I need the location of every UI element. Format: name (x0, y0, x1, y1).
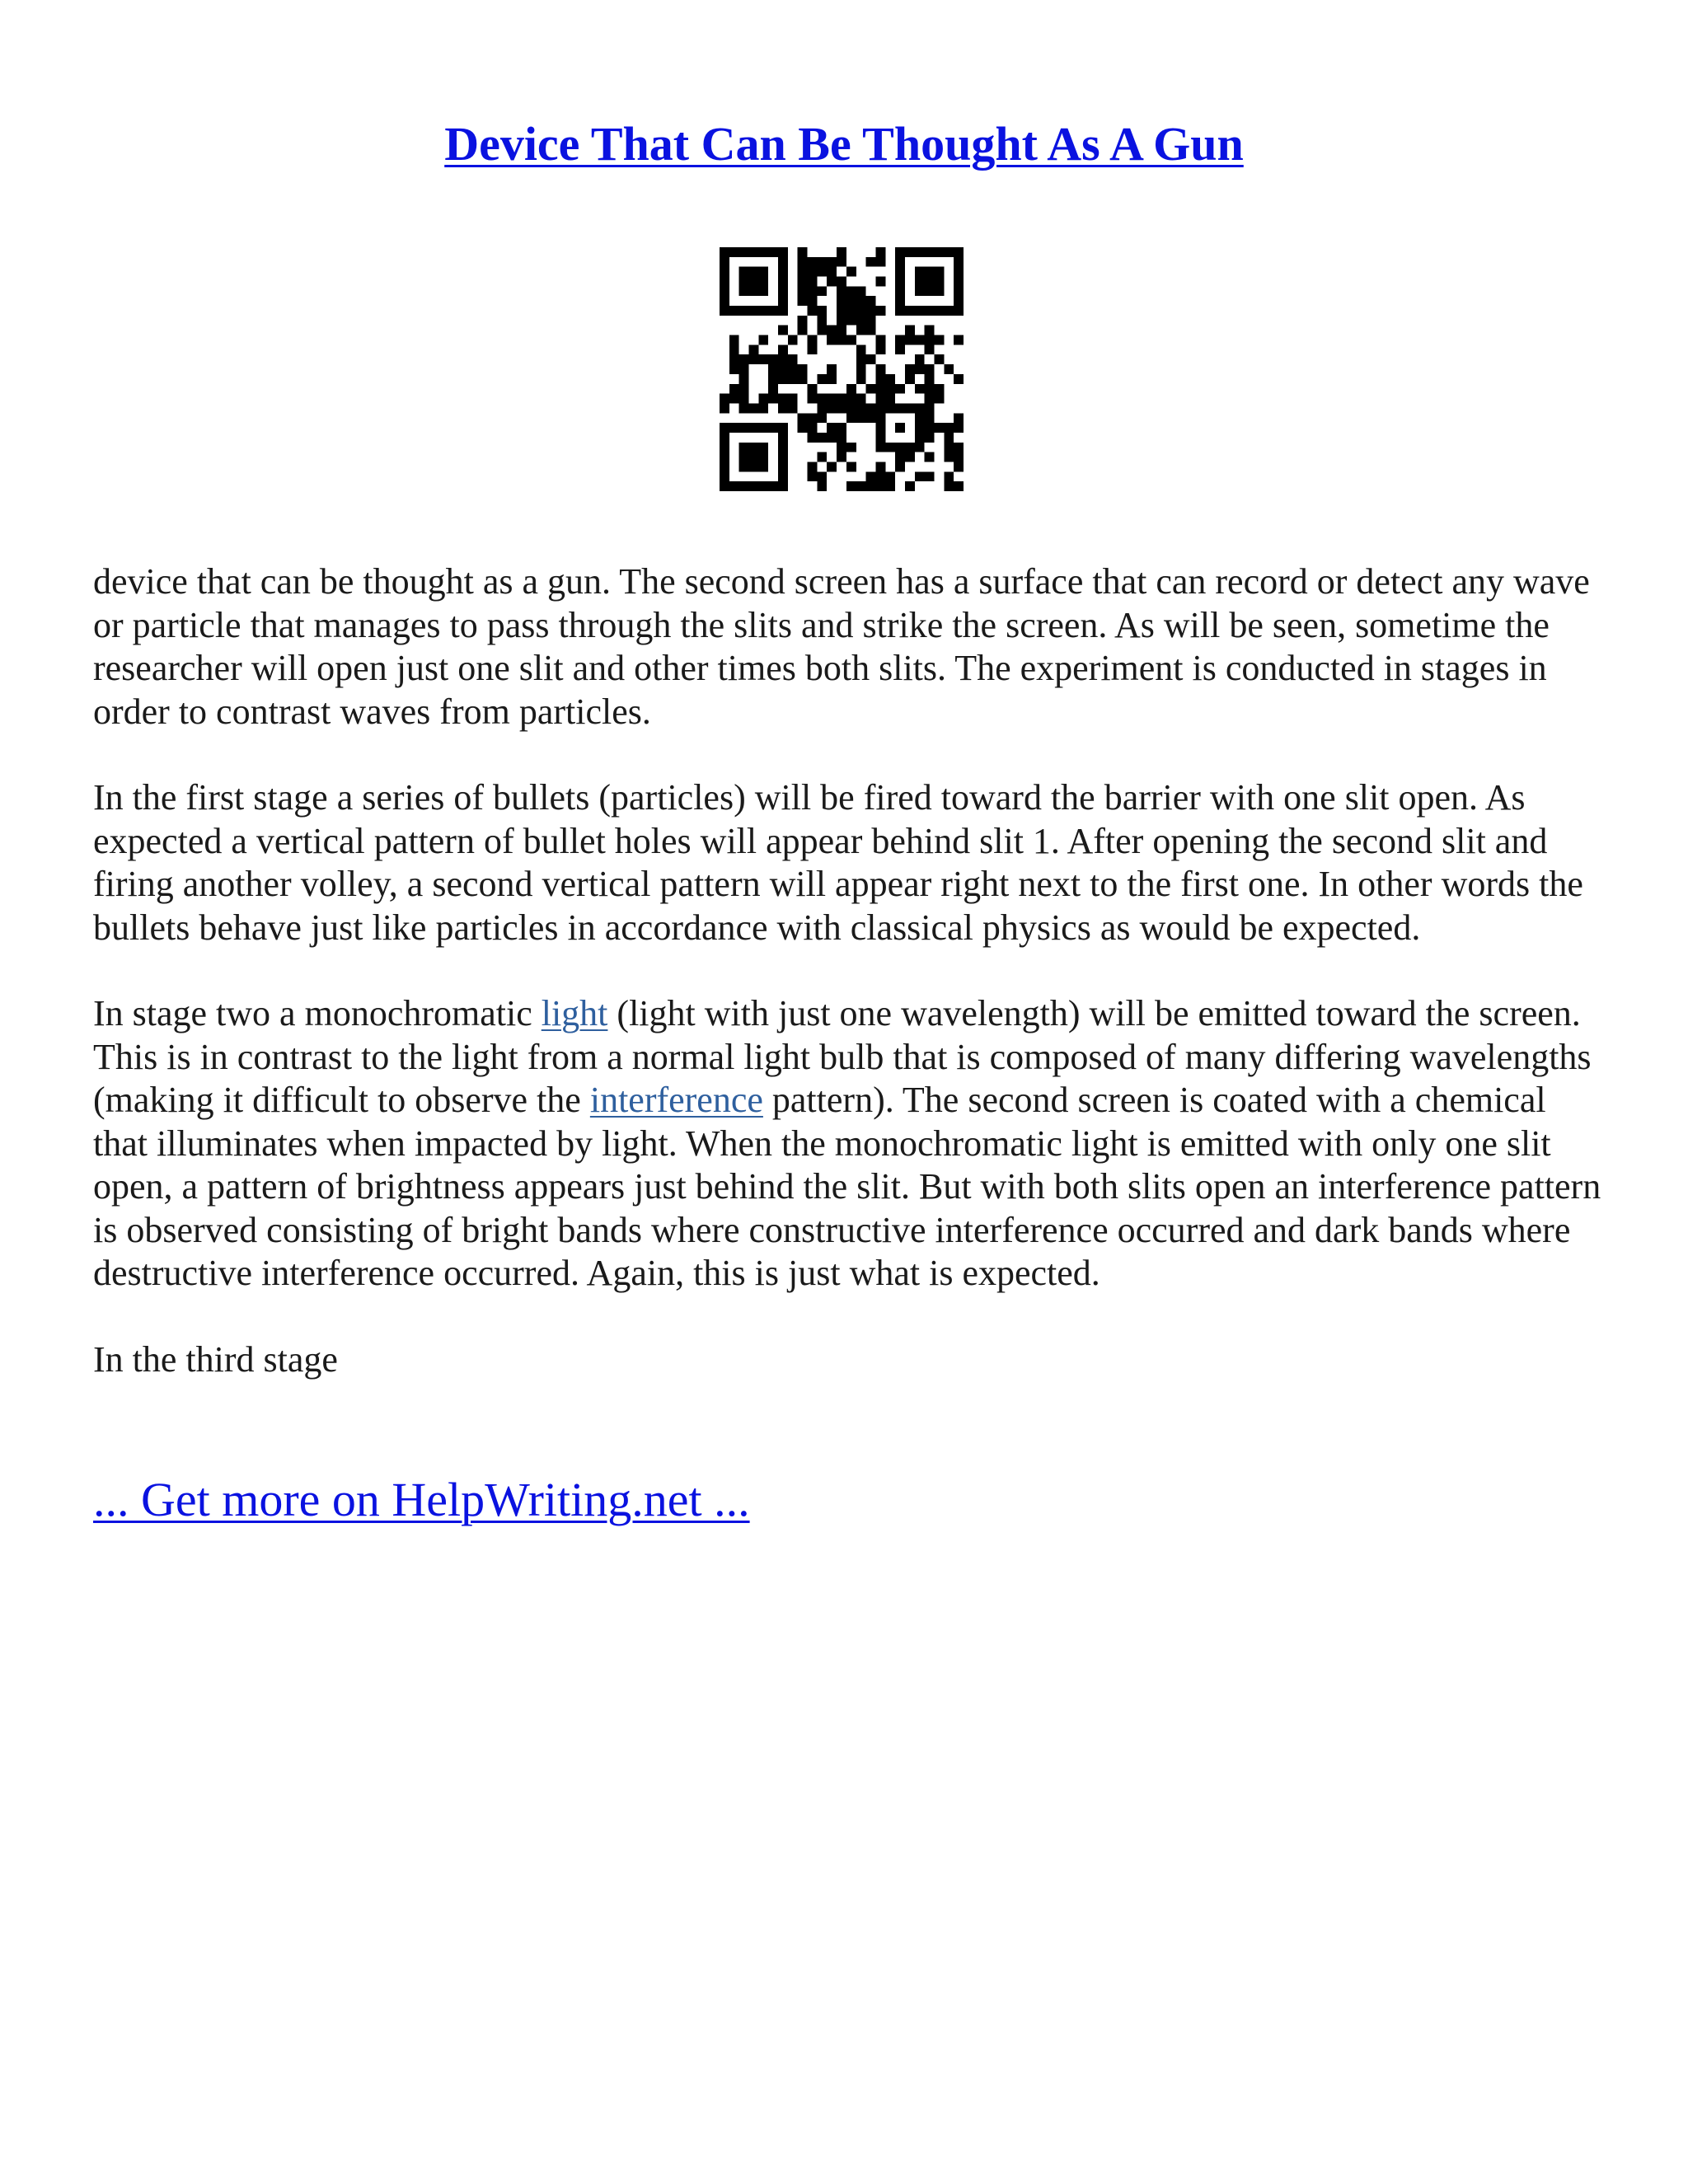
paragraph-text: device that can be thought as a gun. The second screen has a surface that can record or detect any wave or particle that manages to pass through the slits and strike the screen. As will be seen, sometime the researcher will open just one slit and other times both slits. The experiment is conducted in stages in order to contrast waves from particles. (93, 561, 1590, 732)
paragraph-4 (93, 1338, 1606, 1382)
document-title (0, 115, 1688, 173)
paragraph-text: pattern). The second screen is coated with a chemical that illuminates when impacted by light. When the monochromatic light is emitted with only one slit open, a pattern of brightness appears just behind the slit. But with both slits open an interference pattern is observed consisting of bright bands where constructive interference occurred and dark bands where destructive interference occurred. Again, this is just what is expected. (93, 1080, 1601, 1293)
paragraph-text: In the third stage (93, 1338, 338, 1380)
title-link[interactable]: Device That Can Be Thought As A Gun (444, 117, 1244, 171)
interference-link[interactable]: interference (589, 1080, 763, 1120)
paragraph-text: In the first stage a series of bullets (particles) will be fired toward the barrier with one slit open. As expected a vertical pattern of bullet holes will appear behind slit 1. After opening the second slit and firing another volley, a second vertical pattern will appear right next to the first one. In other words the bullets behave just like particles in accordance with classical physics as would be expected. (93, 777, 1583, 948)
paragraph-text: In stage two a monochromatic (93, 993, 542, 1033)
qr-code-icon (720, 247, 964, 491)
light-link[interactable]: light (541, 993, 608, 1033)
get-more-container (93, 1471, 750, 1529)
paragraph-3 (93, 992, 1606, 1296)
paragraph-2 (93, 776, 1606, 949)
paragraph-text: (light with just one wavelength) will be emitted toward the screen. This is in contrast to the light from a normal light bulb that is composed of many differing wavelengths (making it difficult to observe the (93, 993, 1592, 1120)
document-body (93, 560, 1606, 1424)
get-more-link[interactable]: ... Get more on HelpWriting.net ... (93, 1473, 750, 1526)
paragraph-1 (93, 560, 1606, 733)
